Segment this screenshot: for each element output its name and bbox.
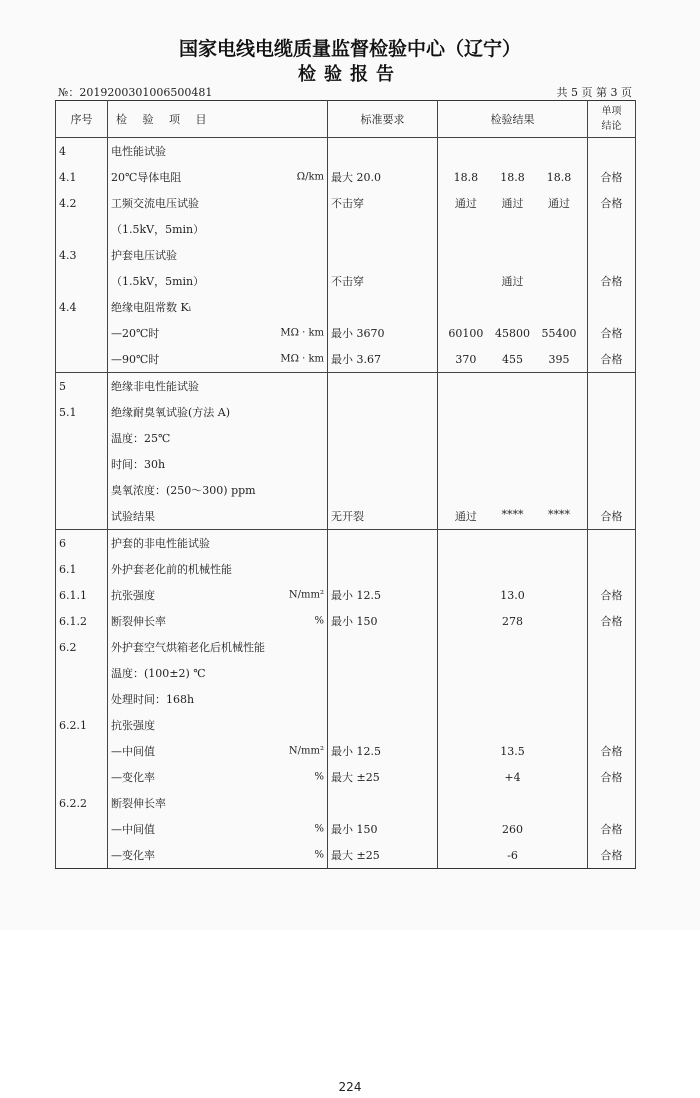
row-item-cell — [108, 268, 328, 294]
result-value: 60100 — [448, 326, 484, 340]
row-result-cell — [438, 712, 588, 738]
result-value: 通过 — [501, 275, 524, 288]
row-result-cell — [438, 425, 588, 451]
row-result-cell — [438, 660, 588, 686]
row-number — [56, 216, 108, 242]
row-standard — [328, 660, 438, 686]
result-value: **** — [501, 508, 524, 521]
col-header-conclusion — [588, 101, 636, 138]
row-conclusion: 合格 — [588, 582, 636, 608]
row-item-cell — [108, 425, 328, 451]
row-number: 6.1 — [56, 556, 108, 582]
table-row — [56, 712, 636, 738]
row-standard: 最大 20.0 — [328, 164, 438, 190]
row-item-cell — [108, 451, 328, 477]
table-row — [56, 530, 636, 557]
row-result-cell — [438, 816, 588, 842]
result-value: 395 — [548, 352, 570, 366]
row-conclusion: 合格 — [588, 842, 636, 869]
row-item: 温度：25℃ — [111, 432, 171, 445]
row-conclusion: 合格 — [588, 346, 636, 373]
row-conclusion: 合格 — [588, 268, 636, 294]
row-result-cell — [438, 530, 588, 557]
row-conclusion: 合格 — [588, 764, 636, 790]
row-unit: MΩ · km — [280, 327, 324, 339]
row-item-cell — [108, 582, 328, 608]
result-value: 260 — [502, 822, 523, 836]
table-row — [56, 294, 636, 320]
row-standard — [328, 556, 438, 582]
result-value: 18.8 — [500, 170, 525, 184]
row-result-cell — [438, 477, 588, 503]
row-item: 外护套空气烘箱老化后机械性能 — [111, 641, 265, 654]
table-row — [56, 686, 636, 712]
table-row — [56, 738, 636, 764]
row-standard — [328, 216, 438, 242]
result-value: 455 — [501, 352, 523, 366]
row-conclusion — [588, 373, 636, 400]
row-standard — [328, 425, 438, 451]
result-triplet — [441, 327, 584, 340]
row-item: 绝缘耐臭氧试验(方法 A) — [111, 406, 231, 419]
row-number — [56, 346, 108, 373]
row-item: 护套电压试验 — [111, 249, 177, 262]
table-row — [56, 451, 636, 477]
table-row — [56, 242, 636, 268]
result-value: 通过 — [501, 197, 524, 210]
report-number: №：2019200301006500481 — [58, 86, 213, 99]
row-unit: % — [314, 849, 324, 861]
row-number — [56, 425, 108, 451]
row-number: 6 — [56, 530, 108, 557]
row-conclusion: 合格 — [588, 190, 636, 216]
row-item-cell — [108, 660, 328, 686]
row-standard — [328, 686, 438, 712]
row-item: （1.5kV，5min） — [111, 275, 205, 288]
row-unit: N/mm² — [288, 745, 324, 757]
row-item-cell — [108, 477, 328, 503]
row-conclusion — [588, 216, 636, 242]
row-item-cell — [108, 764, 328, 790]
row-number — [56, 320, 108, 346]
row-result-cell — [438, 686, 588, 712]
row-item-cell — [108, 556, 328, 582]
result-value: 13.5 — [500, 744, 525, 758]
row-item-cell — [108, 686, 328, 712]
row-item: —变化率 — [111, 849, 155, 862]
row-standard: 最小 150 — [328, 608, 438, 634]
row-item-cell — [108, 608, 328, 634]
row-number — [56, 451, 108, 477]
row-result-cell — [438, 268, 588, 294]
row-result-cell — [438, 451, 588, 477]
row-conclusion: 合格 — [588, 503, 636, 530]
row-conclusion: 合格 — [588, 738, 636, 764]
row-number: 6.1.2 — [56, 608, 108, 634]
row-result-cell — [438, 738, 588, 764]
result-value: -6 — [507, 848, 518, 862]
row-standard: 最大 ±25 — [328, 842, 438, 869]
table-row — [56, 216, 636, 242]
row-number — [56, 268, 108, 294]
row-item-cell — [108, 164, 328, 190]
col-header-conclusion-line2: 结论 — [601, 121, 622, 132]
row-conclusion — [588, 451, 636, 477]
row-number: 4.1 — [56, 164, 108, 190]
row-item: 时间：30h — [111, 458, 166, 471]
table-row — [56, 582, 636, 608]
row-item: 绝缘非电性能试验 — [111, 380, 199, 393]
row-item: —20℃时 — [111, 327, 160, 340]
row-item: 断裂伸长率 — [111, 797, 166, 810]
row-result-cell — [438, 764, 588, 790]
row-conclusion: 合格 — [588, 816, 636, 842]
row-result-cell — [438, 346, 588, 373]
table-row — [56, 373, 636, 400]
row-number: 6.2.2 — [56, 790, 108, 816]
row-item: 电性能试验 — [111, 145, 166, 158]
row-conclusion — [588, 425, 636, 451]
row-number: 6.2.1 — [56, 712, 108, 738]
row-result-cell — [438, 582, 588, 608]
row-conclusion: 合格 — [588, 320, 636, 346]
row-standard — [328, 712, 438, 738]
result-triplet — [441, 171, 584, 184]
result-value: 18.8 — [546, 170, 572, 184]
row-result-cell — [438, 634, 588, 660]
table-row — [56, 164, 636, 190]
row-result-cell — [438, 399, 588, 425]
table-row — [56, 608, 636, 634]
row-unit: Ω/km — [296, 171, 324, 183]
row-item-cell — [108, 373, 328, 400]
row-item: —变化率 — [111, 771, 155, 784]
row-standard — [328, 451, 438, 477]
row-standard: 最小 3.67 — [328, 346, 438, 373]
row-standard — [328, 634, 438, 660]
row-standard: 最小 12.5 — [328, 582, 438, 608]
row-unit: N/mm² — [288, 589, 324, 601]
row-number — [56, 503, 108, 530]
row-number: 6.1.1 — [56, 582, 108, 608]
row-item: 断裂伸长率 — [111, 615, 166, 628]
result-value: 通过 — [454, 510, 477, 523]
row-standard — [328, 530, 438, 557]
row-result-cell — [438, 320, 588, 346]
row-standard — [328, 138, 438, 165]
row-conclusion — [588, 242, 636, 268]
table-row — [56, 556, 636, 582]
row-item-cell — [108, 530, 328, 557]
row-number: 5 — [56, 373, 108, 400]
result-value: 通过 — [548, 197, 571, 210]
row-item: 臭氧浓度：(250～300) ppm — [111, 484, 256, 497]
page-info: 共 5 页 第 3 页 — [556, 86, 632, 99]
row-standard: 无开裂 — [328, 503, 438, 530]
page-number: 224 — [338, 1080, 362, 1094]
row-item: 外护套老化前的机械性能 — [111, 563, 232, 576]
row-conclusion — [588, 660, 636, 686]
table-row — [56, 425, 636, 451]
result-value: +4 — [504, 770, 521, 784]
row-unit: % — [314, 823, 324, 835]
table-row — [56, 764, 636, 790]
row-conclusion — [588, 399, 636, 425]
row-result-cell — [438, 503, 588, 530]
row-item-cell — [108, 738, 328, 764]
row-standard — [328, 790, 438, 816]
row-standard: 不击穿 — [328, 268, 438, 294]
table-row — [56, 634, 636, 660]
row-item-cell — [108, 320, 328, 346]
row-item-cell — [108, 503, 328, 530]
report-title: 检验报告 — [298, 64, 402, 85]
result-triplet — [441, 195, 584, 211]
result-triplet — [441, 508, 584, 524]
row-item: 试验结果 — [111, 510, 155, 523]
row-result-cell — [438, 556, 588, 582]
row-standard: 最小 150 — [328, 816, 438, 842]
row-conclusion — [588, 686, 636, 712]
result-triplet — [441, 353, 584, 366]
result-value: 55400 — [541, 326, 577, 340]
row-item: 20℃导体电阻 — [111, 171, 182, 184]
row-item: 工频交流电压试验 — [111, 197, 199, 210]
table-row — [56, 842, 636, 869]
row-item: 温度：(100±2) ℃ — [111, 667, 206, 680]
row-number — [56, 816, 108, 842]
result-value: **** — [548, 508, 571, 521]
inspection-table — [55, 100, 636, 869]
result-value: 370 — [455, 352, 477, 366]
row-standard: 不击穿 — [328, 190, 438, 216]
row-conclusion — [588, 294, 636, 320]
row-result-cell — [438, 190, 588, 216]
row-standard — [328, 399, 438, 425]
row-item-cell — [108, 399, 328, 425]
row-result-cell — [438, 790, 588, 816]
row-conclusion — [588, 790, 636, 816]
row-item-cell — [108, 712, 328, 738]
row-number — [56, 477, 108, 503]
row-standard — [328, 294, 438, 320]
row-number — [56, 764, 108, 790]
row-number — [56, 686, 108, 712]
row-result-cell — [438, 294, 588, 320]
row-result-cell — [438, 164, 588, 190]
col-header-conclusion-line1: 单项 — [601, 106, 622, 117]
row-standard — [328, 242, 438, 268]
row-conclusion — [588, 556, 636, 582]
row-item-cell — [108, 816, 328, 842]
row-item-cell — [108, 138, 328, 165]
row-item-cell — [108, 294, 328, 320]
row-item: 护套的非电性能试验 — [111, 537, 210, 550]
table-row — [56, 477, 636, 503]
row-result-cell — [438, 608, 588, 634]
row-result-cell — [438, 373, 588, 400]
row-item: —中间值 — [111, 823, 155, 836]
row-item: 处理时间：168h — [111, 693, 195, 706]
row-unit: % — [314, 615, 324, 627]
row-number: 4.2 — [56, 190, 108, 216]
row-item-cell — [108, 842, 328, 869]
row-standard: 最小 12.5 — [328, 738, 438, 764]
row-item-cell — [108, 346, 328, 373]
result-value: 13.0 — [500, 588, 525, 602]
table-header-row — [56, 101, 636, 138]
row-item: 抗张强度 — [111, 589, 155, 602]
row-item: （1.5kV，5min） — [111, 223, 205, 236]
row-item-cell — [108, 216, 328, 242]
table-row — [56, 816, 636, 842]
col-header-result: 检验结果 — [438, 101, 588, 138]
row-number: 5.1 — [56, 399, 108, 425]
row-conclusion — [588, 712, 636, 738]
row-item-cell — [108, 242, 328, 268]
row-conclusion — [588, 634, 636, 660]
row-conclusion — [588, 477, 636, 503]
row-standard: 最小 3670 — [328, 320, 438, 346]
row-result-cell — [438, 842, 588, 869]
row-unit: MΩ · km — [280, 353, 324, 365]
row-conclusion — [588, 138, 636, 165]
row-item-cell — [108, 634, 328, 660]
table-row — [56, 190, 636, 216]
row-number — [56, 842, 108, 869]
table-row — [56, 399, 636, 425]
col-header-standard: 标准要求 — [328, 101, 438, 138]
row-item: 绝缘电阻常数 Kᵢ — [111, 301, 191, 314]
row-number — [56, 660, 108, 686]
table-row — [56, 660, 636, 686]
table-row — [56, 503, 636, 530]
row-item-cell — [108, 790, 328, 816]
col-header-no: 序号 — [56, 101, 108, 138]
table-row — [56, 320, 636, 346]
table-row — [56, 346, 636, 373]
row-item-cell — [108, 190, 328, 216]
org-title: 国家电线电缆质量监督检验中心（辽宁） — [178, 38, 521, 60]
row-item: 抗张强度 — [111, 719, 155, 732]
table-row — [56, 268, 636, 294]
row-number: 6.2 — [56, 634, 108, 660]
result-value: 通过 — [454, 197, 477, 210]
col-header-item: 检 验 项 目 — [108, 101, 328, 138]
row-number — [56, 738, 108, 764]
row-result-cell — [438, 242, 588, 268]
table-row — [56, 138, 636, 165]
row-item: —中间值 — [111, 745, 155, 758]
row-item: —90℃时 — [111, 353, 160, 366]
row-standard — [328, 477, 438, 503]
table-row — [56, 790, 636, 816]
result-value: 278 — [502, 614, 523, 628]
row-result-cell — [438, 216, 588, 242]
row-conclusion — [588, 530, 636, 557]
row-conclusion: 合格 — [588, 164, 636, 190]
row-number: 4 — [56, 138, 108, 165]
row-number: 4.4 — [56, 294, 108, 320]
row-result-cell — [438, 138, 588, 165]
result-value: 18.8 — [453, 170, 479, 184]
row-conclusion: 合格 — [588, 608, 636, 634]
row-standard — [328, 373, 438, 400]
result-value: 45800 — [494, 326, 530, 340]
row-unit: % — [314, 771, 324, 783]
row-number: 4.3 — [56, 242, 108, 268]
row-standard: 最大 ±25 — [328, 764, 438, 790]
